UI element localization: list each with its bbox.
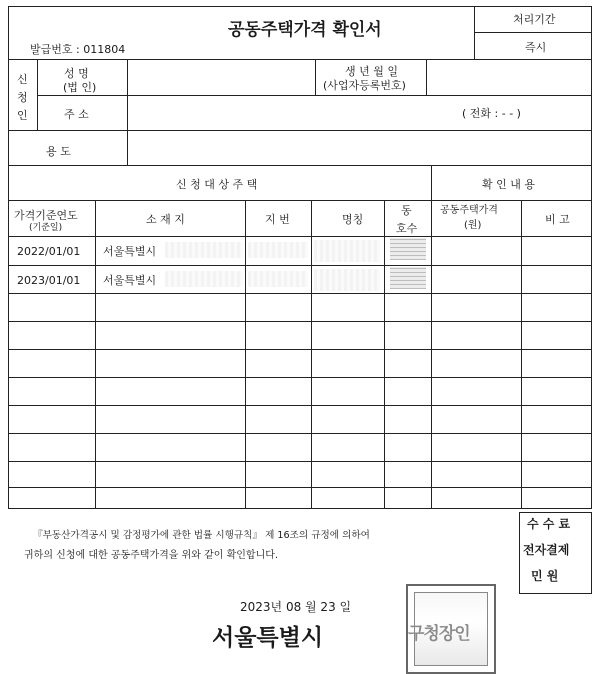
usage-label: 용 도: [46, 145, 71, 158]
confirm-header: 확 인 내 용: [482, 178, 535, 191]
applicant-col-4: [426, 59, 427, 95]
table-row-line-3: [8, 321, 591, 322]
applicant-row-2: [8, 130, 591, 131]
col-base-date: 가격기준연도: [14, 209, 78, 222]
applicant-col-3: [315, 59, 316, 95]
fee-method: 전자결제: [523, 543, 570, 557]
processing-period-value: 즉시: [525, 41, 547, 54]
col-ho: 호수: [396, 222, 418, 235]
redacted-dong-ho-1: [390, 238, 426, 260]
redacted-lot-2: [248, 271, 308, 287]
redacted-lot-1: [248, 242, 308, 258]
col-price-unit: (원): [464, 220, 482, 231]
issue-date: 2023년 08 월 23 일: [240, 600, 352, 614]
border-right: [591, 6, 592, 508]
table-row-line-6: [8, 405, 591, 406]
applicant-row-1: [37, 95, 591, 96]
seal-text: 구청장인: [408, 624, 470, 644]
col-dong: 동: [401, 204, 412, 217]
usage-row-bottom: [8, 165, 591, 166]
title-bottom-line: [8, 59, 591, 60]
phone-label: ( 전화 : - - ): [462, 107, 521, 120]
fee-civil-petition: 민 원: [531, 569, 559, 583]
redacted-name-2: [314, 269, 380, 291]
issuer-name: 서울특별시: [212, 625, 324, 651]
col-location: 소 재 지: [146, 213, 185, 226]
issue-number: 발급번호 : 011804: [30, 43, 126, 56]
row-1-base-date: 2022/01/01: [17, 245, 81, 258]
redacted-dong-ho-2: [390, 267, 426, 289]
redacted-name-1: [314, 240, 380, 262]
processing-box-mid: [474, 32, 591, 33]
applicant-section-label-1: 신: [17, 73, 28, 86]
birth-label: 생 년 월 일: [345, 65, 398, 78]
border-top: [8, 6, 592, 7]
section-divider: [431, 165, 432, 200]
col-price: 공동주택가격: [440, 205, 498, 216]
applicant-section-label-3: 인: [17, 109, 28, 122]
col-base-date-sub: (기준일): [29, 223, 63, 233]
name-sub-label: (법 인): [63, 81, 97, 94]
document-title: 공동주택가격 확인서: [228, 20, 382, 40]
fee-label: 수 수 료: [527, 517, 571, 531]
table-row-line-7: [8, 433, 591, 434]
applicant-col-2: [127, 59, 128, 165]
target-header: 신 청 대 상 주 택: [176, 178, 258, 191]
processing-period-label: 처리기간: [513, 13, 556, 26]
row-2-base-date: 2023/01/01: [17, 274, 81, 287]
row-2-location: 서울특별시: [103, 274, 157, 287]
border-bottom: [8, 508, 592, 509]
col-lot: 지 번: [265, 213, 290, 226]
table-row-line-1: [8, 265, 591, 266]
table-row-line-9: [8, 487, 591, 488]
redacted-location-2: [165, 271, 243, 287]
redacted-location-1: [165, 242, 243, 258]
name-label: 성 명: [64, 67, 89, 80]
birth-sub-label: (사업자등록번호): [323, 79, 406, 92]
col-name: 명칭: [342, 213, 364, 226]
applicant-section-label-2: 청: [17, 91, 28, 104]
legal-statement-line-1: 『부동산가격공시 및 감정평가에 관한 법률 시행규칙』 제 16조의 규정에 의하여: [33, 530, 370, 541]
table-row-line-5: [8, 377, 591, 378]
address-label: 주 소: [64, 108, 89, 121]
legal-statement-line-2: 귀하의 신청에 대한 공동주택가격을 위와 같이 확인합니다.: [24, 550, 279, 561]
table-row-line-4: [8, 349, 591, 350]
table-row-line-2: [8, 293, 591, 294]
table-row-line-8: [8, 461, 591, 462]
col-note: 비 고: [545, 213, 570, 226]
row-1-location: 서울특별시: [103, 245, 157, 258]
